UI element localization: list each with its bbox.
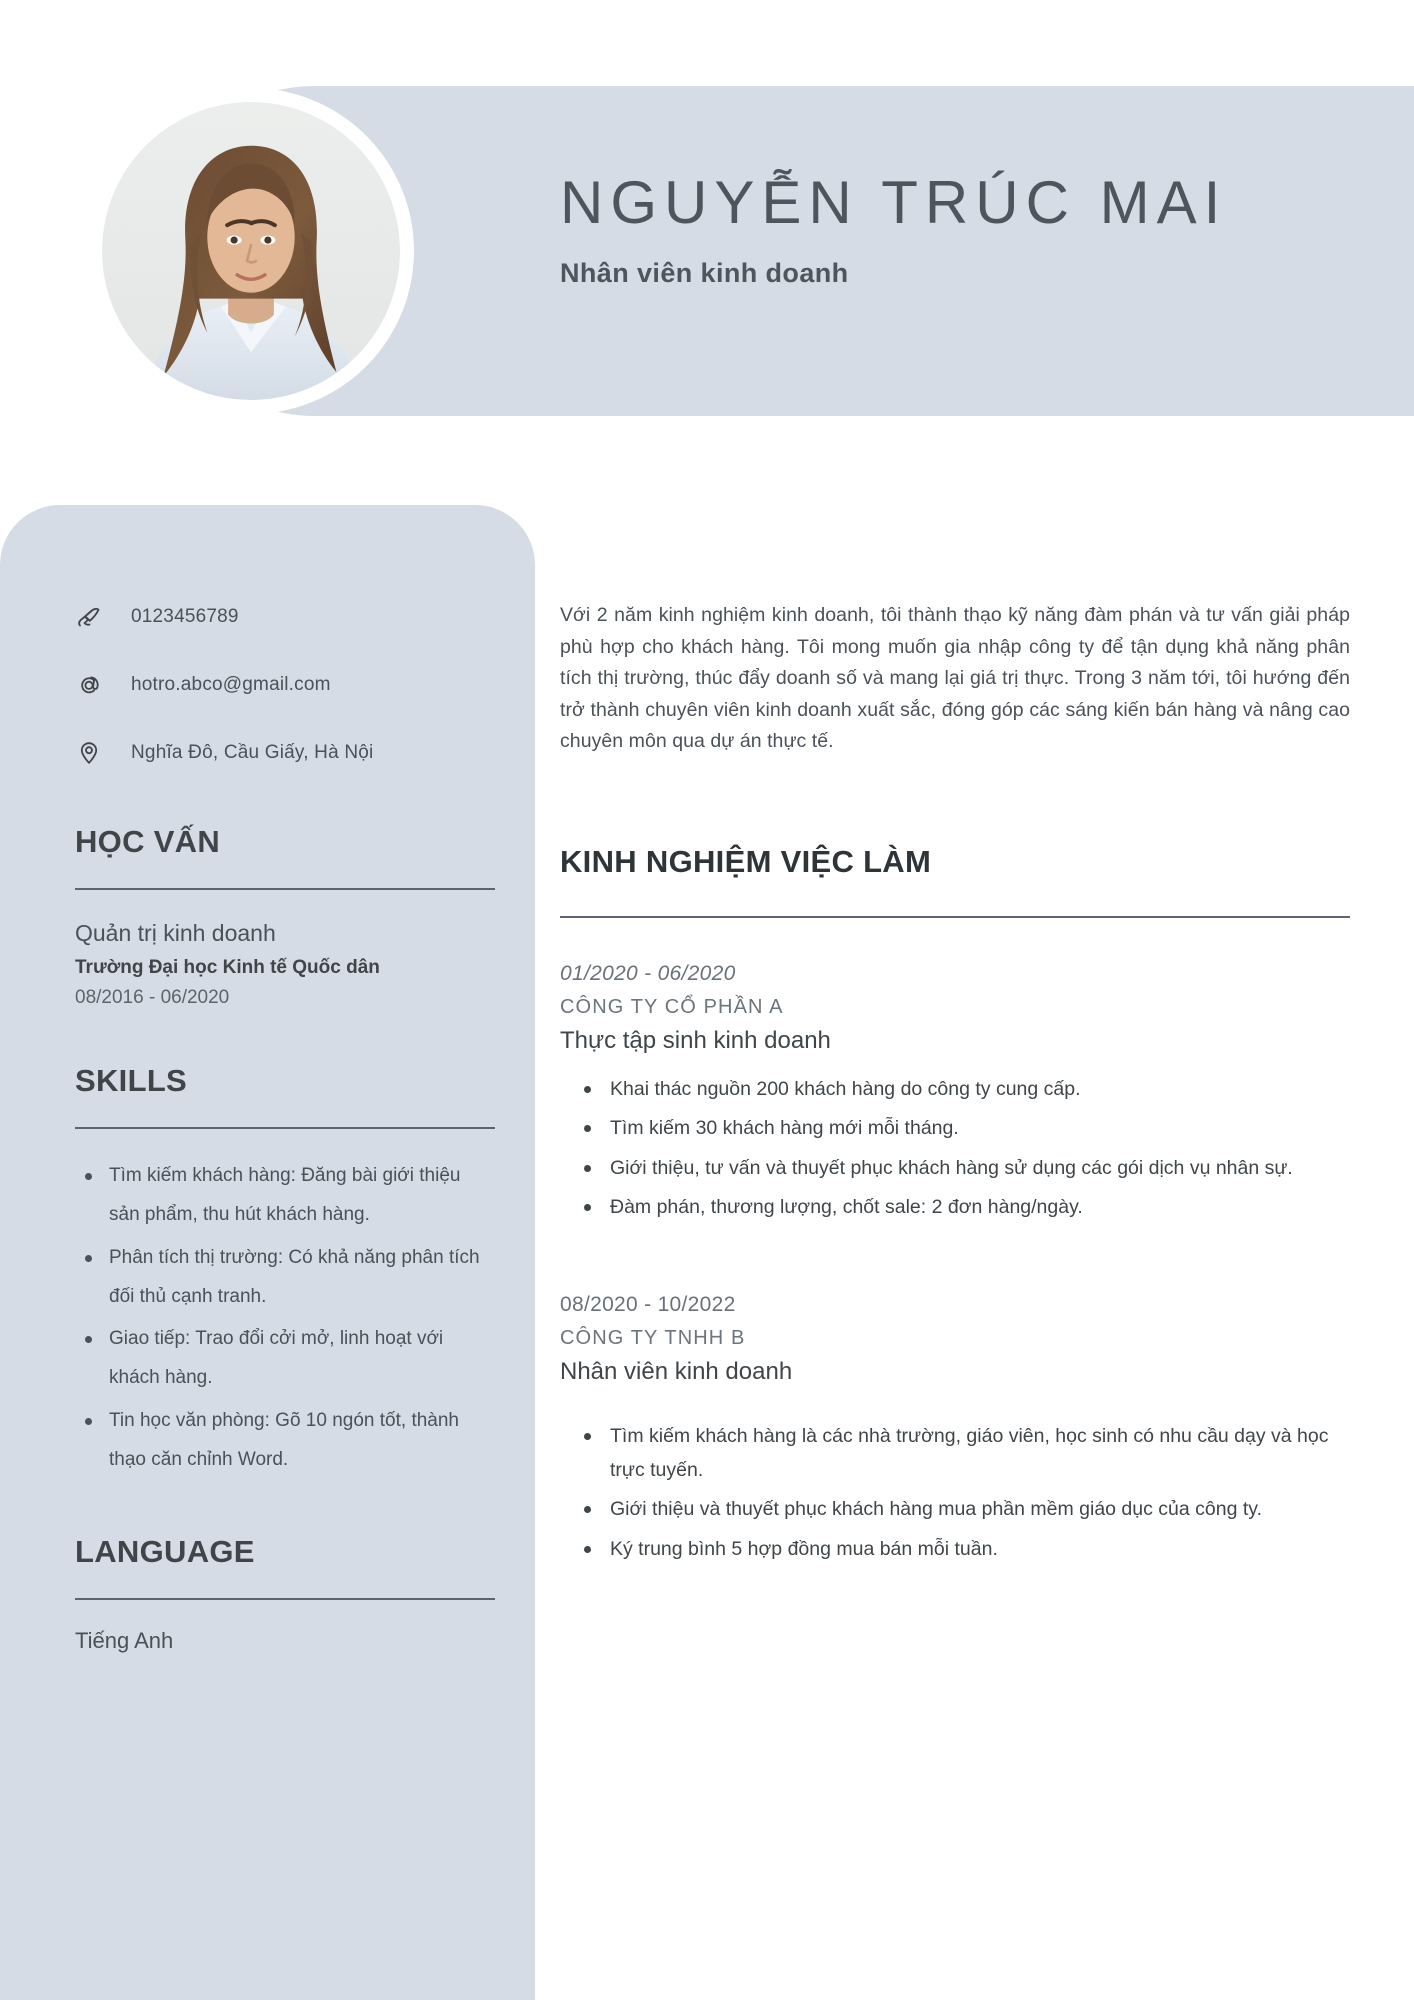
education-degree: Quản trị kinh doanh (75, 920, 276, 946)
contact-list (75, 600, 495, 770)
list-item: Đàm phán, thương lượng, chốt sale: 2 đơn hàng/ngày. (610, 1191, 1350, 1225)
experience-dates: 01/2020 - 06/2020 (560, 961, 736, 985)
sidebar-inner (75, 600, 495, 1654)
section-experience (560, 844, 1350, 918)
section-title-education: HỌC VẤN (75, 824, 221, 859)
divider-language (75, 1598, 495, 1600)
contact-item-phone (75, 600, 495, 634)
header-text (560, 170, 1390, 289)
language-item: Tiếng Anh (75, 1628, 174, 1654)
location-icon (75, 736, 115, 770)
list-item: Tìm kiếm 30 khách hàng mới mỗi tháng. (610, 1112, 1350, 1146)
phone-icon (75, 600, 115, 634)
skills-list (75, 1157, 495, 1481)
education-date: 08/2016 - 06/2020 (75, 986, 230, 1008)
experience-bullets (560, 1420, 1350, 1566)
divider-education (75, 888, 495, 890)
contact-item-email (75, 668, 495, 702)
list-item: Tìm kiếm khách hàng: Đăng bài giới thiệu sản phẩm, thu hút khách hàng. (109, 1157, 495, 1235)
divider-skills (75, 1127, 495, 1129)
section-language (75, 1534, 495, 1654)
list-item: Giới thiệu, tư vấn và thuyết phục khách hàng sử dụng các gói dịch vụ nhân sự. (610, 1152, 1350, 1186)
section-title-experience: KINH NGHIỆM VIỆC LÀM (560, 843, 932, 879)
skills-body (75, 1157, 495, 1481)
contact-item-location (75, 736, 495, 770)
summary-paragraph: Với 2 năm kinh nghiệm kinh doanh, tôi thành thạo kỹ năng đàm phán và tư vấn giải pháp phù hợp cho khách hàng. Tôi mong muốn gia nhập công ty để tận dụng khả năng phân tích thị trường, thúc đẩy doanh số và mang lại giá trị thực. Trong 3 năm tới, tôi hướng đến trở thành chuyên viên kinh doanh xuất sắc, đóng góp các sáng kiến bán hàng và nâng cao chuyên môn qua dự án thực tế. (560, 604, 1350, 753)
page-title: NGUYỄN TRÚC MAI (560, 169, 1228, 236)
list-item: Ký trung bình 5 hợp đồng mua bán mỗi tuần. (610, 1533, 1350, 1567)
section-title-language: LANGUAGE (75, 1534, 255, 1570)
list-item: Khai thác nguồn 200 khách hàng do công ty cung cấp. (610, 1073, 1350, 1107)
experience-company: CÔNG TY TNHH B (560, 1327, 746, 1350)
email-icon (75, 668, 115, 702)
experience-company: CÔNG TY CỔ PHẦN A (560, 995, 784, 1018)
section-title-skills: SKILLS (75, 1062, 188, 1098)
phone-value: 0123456789 (131, 606, 239, 627)
list-item: Phân tích thị trường: Có khả năng phân tích đối thủ cạnh tranh. (109, 1239, 495, 1317)
section-education (75, 824, 495, 1009)
sidebar (0, 505, 535, 2000)
list-item: Tìm kiếm khách hàng là các nhà trường, giáo viên, học sinh có nhu cầu dạy và học trực tuyến. (610, 1420, 1350, 1487)
experience-bullets (560, 1073, 1350, 1225)
main-column (560, 600, 1350, 1572)
list-item: Giao tiếp: Trao đổi cởi mở, linh hoạt với khách hàng. (109, 1320, 495, 1398)
location-value: Nghĩa Đô, Cầu Giấy, Hà Nội (131, 742, 374, 763)
list-item: Giới thiệu và thuyết phục khách hàng mua phần mềm giáo dục của công ty. (610, 1493, 1350, 1527)
section-skills (75, 1063, 495, 1481)
experience-entry (560, 962, 1350, 1225)
list-item: Tin học văn phòng: Gõ 10 ngón tốt, thành thạo căn chỉnh Word. (109, 1402, 495, 1480)
job-title: Nhân viên kinh doanh (560, 258, 849, 288)
profile-photo-graphic (102, 102, 400, 400)
education-body (75, 918, 495, 1009)
divider-experience (560, 916, 1350, 918)
language-body (75, 1628, 495, 1654)
experience-dates: 08/2020 - 10/2022 (560, 1293, 736, 1317)
experience-entry (560, 1293, 1350, 1566)
experience-role: Nhân viên kinh doanh (560, 1358, 793, 1386)
avatar (88, 88, 414, 414)
experience-role: Thực tập sinh kinh doanh (560, 1026, 831, 1054)
email-value: hotro.abco@gmail.com (131, 674, 331, 695)
education-school: Trường Đại học Kinh tế Quốc dân (75, 957, 380, 979)
profile-photo (102, 102, 400, 400)
